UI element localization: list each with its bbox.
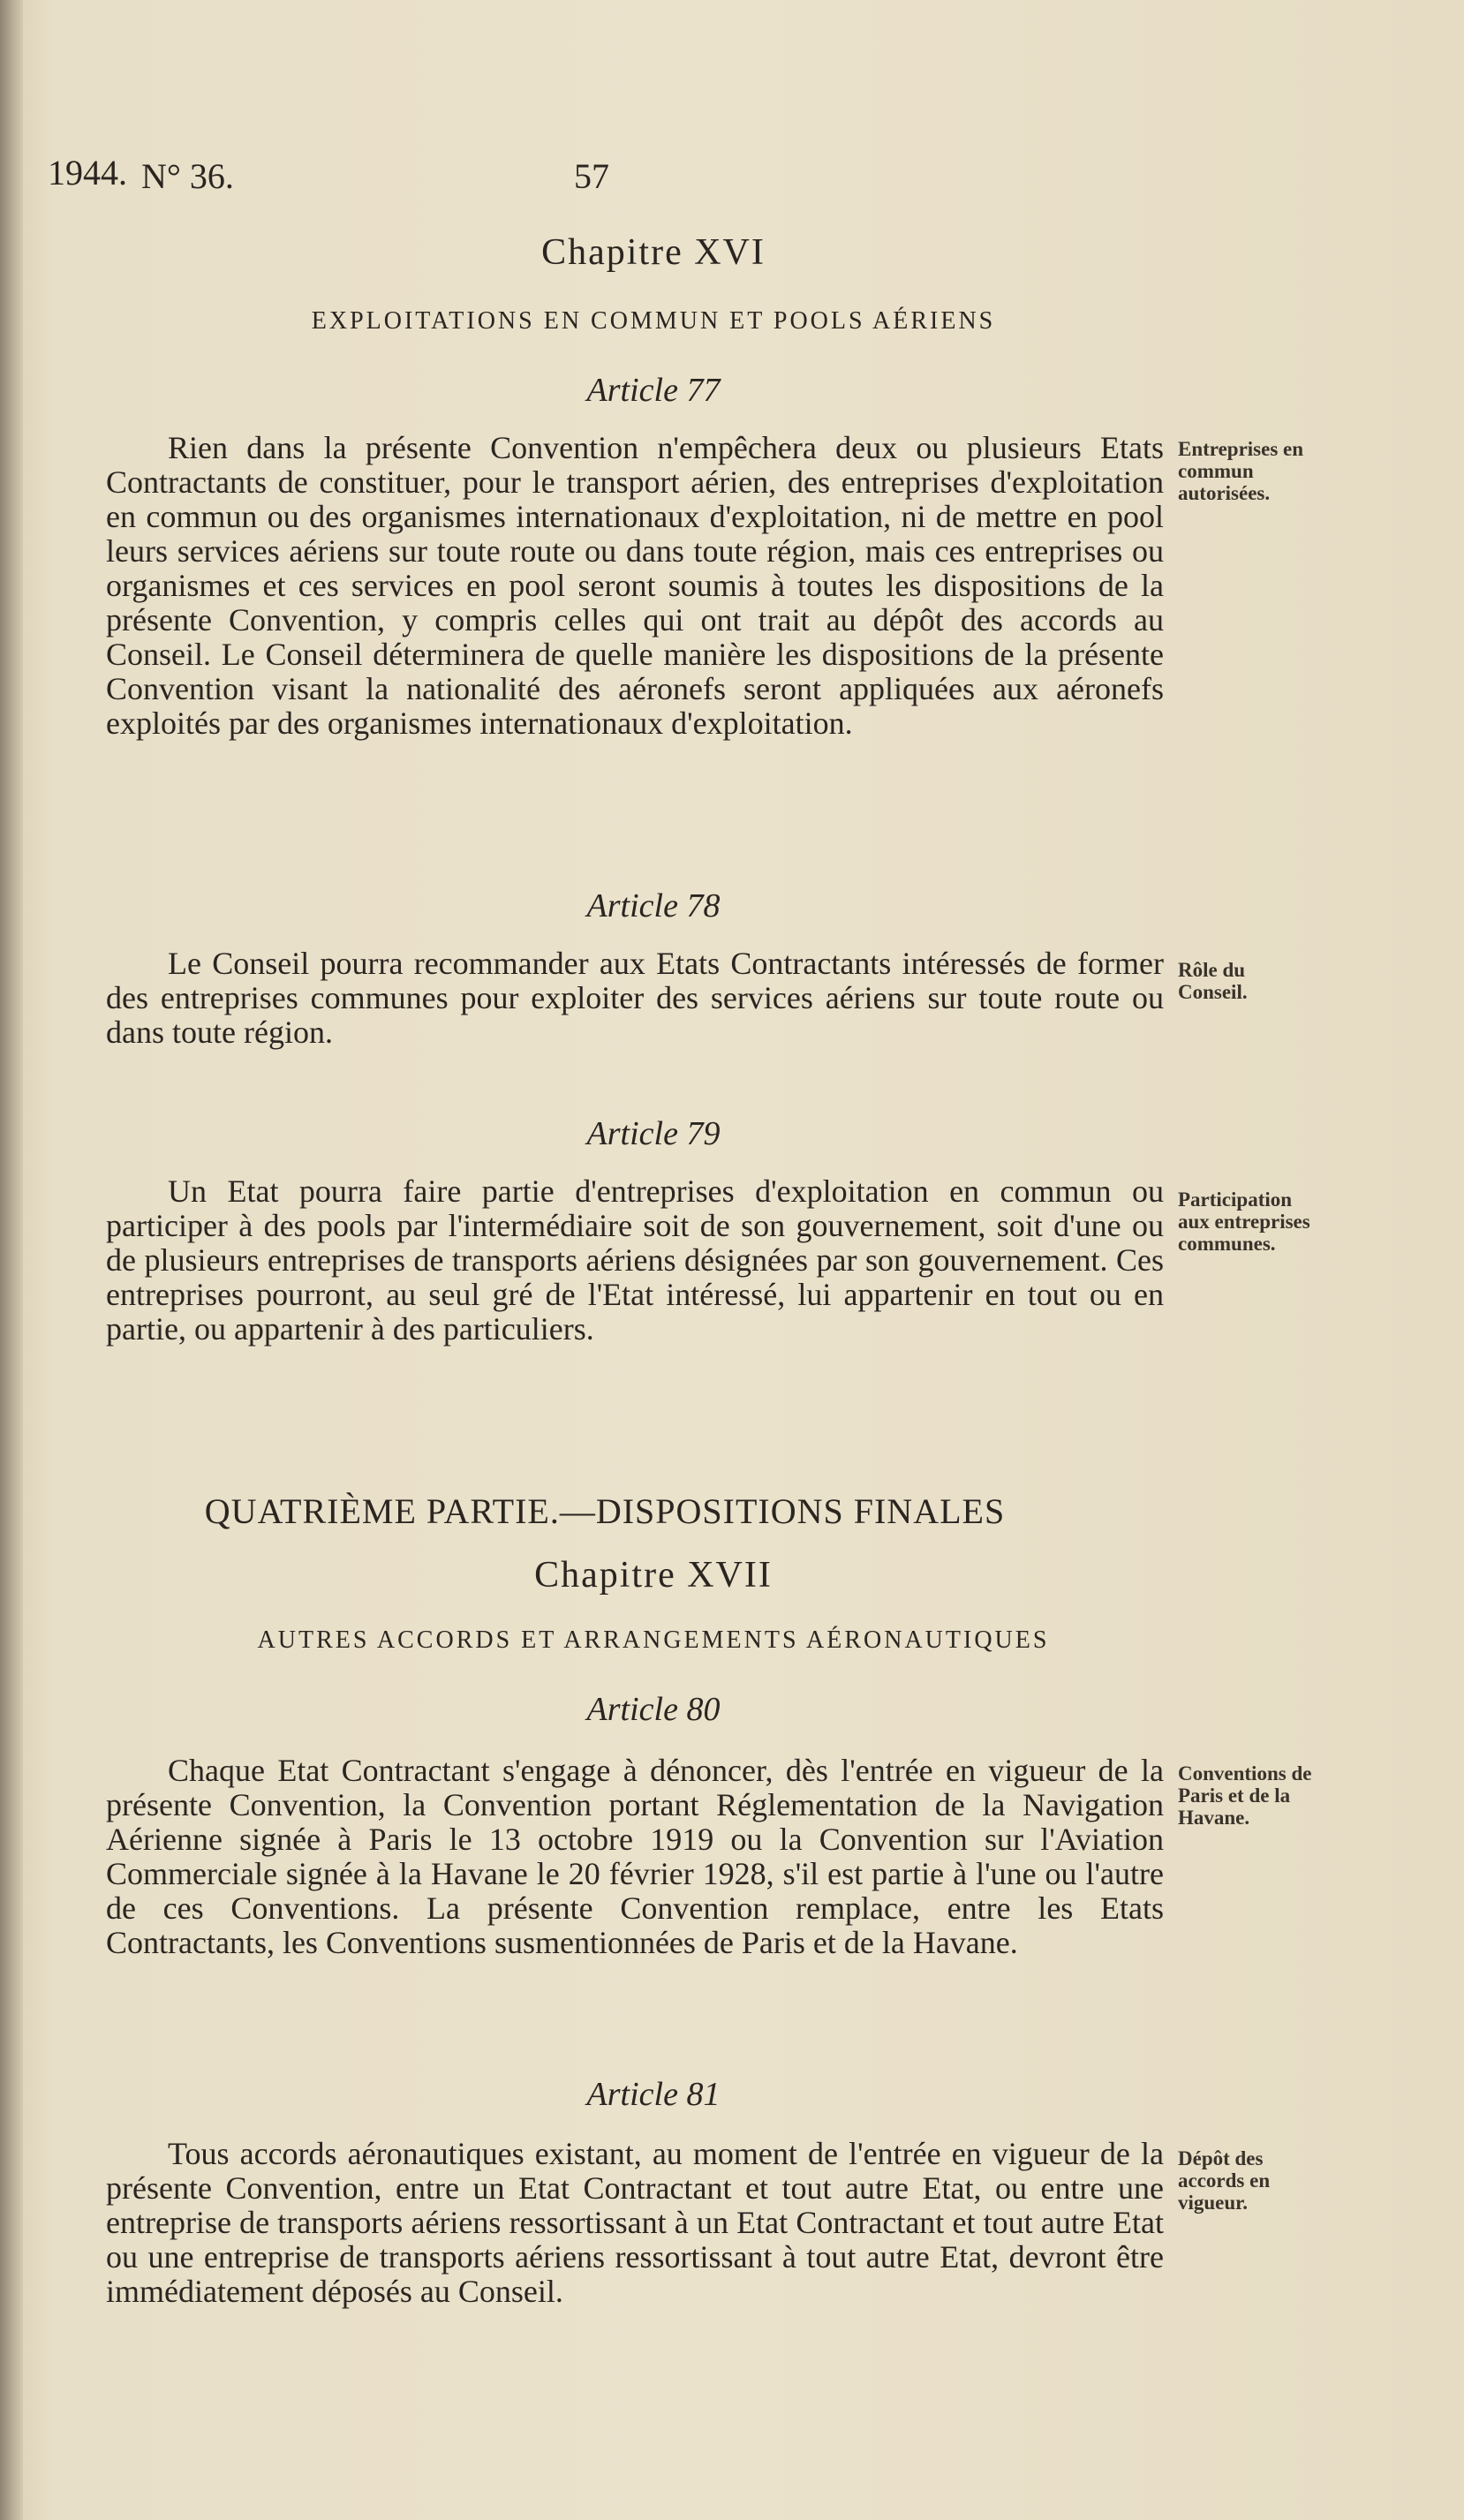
part-4-title: QUATRIÈME PARTIE.—DISPOSITIONS FINALES [204,1491,1006,1531]
article-77-margin-note: Entreprises en commun autorisées. [1178,438,1304,504]
article-81-title: Article 81 [586,2076,721,2113]
chapter-17-subtitle: AUTRES ACCORDS ET ARRANGEMENTS AÉRONAUTIQUES [257,1626,1050,1654]
header-year: 1944. [48,153,127,192]
page-header [0,152,1464,205]
book-binding-edge [0,0,23,2520]
article-79-title: Article 79 [586,1115,721,1152]
header-number: N° 36. [141,156,234,196]
article-81-margin-note: Dépôt des accords en vigueur. [1178,2147,1271,2214]
chapter-16-subtitle: EXPLOITATIONS EN COMMUN ET POOLS AÉRIENS [311,307,996,335]
article-80-margin-note: Conventions de Paris et de la Havane. [1178,1762,1312,1829]
article-79-text: Un Etat pourra faire partie d'entreprises d'exploitation en commun ou participer à des pools par l'intermédiaire soit de son gouvernement, soit d'une ou de plusieurs entreprises de transports aériens désignées par son gouvernement. Ces entreprises pourront, au seul gré de l'Etat intéressé, lui appartenir en tout ou en partie, ou appartenir à des particuliers. [106,1173,1164,1347]
article-77-text: Rien dans la présente Convention n'empêchera deux ou plusieurs Etats Contractants de constituer, pour le transport aérien, des entreprises d'exploitation en commun ou des organismes internationaux d'exploitation, ni de mettre en pool leurs services aériens sur toute route ou dans toute région, mais ces entreprises ou organismes et ces services en pool seront soumis à toutes les dispositions de la présente Convention, y compris celles qui ont trait au dépôt des accords au Conseil. Le Conseil déterminera de quelle manière les dispositions de la présente Convention visant la nationalité des aéronefs seront appliquées aux aéronefs exploités par des organismes internationaux d'exploitation. [106,430,1164,741]
article-78-text: Le Conseil pourra recommander aux Etats Contractants intéressés de former des entreprises communes pour exploiter des services aériens sur toute route ou dans toute région. [106,946,1164,1050]
chapter-17-title: Chapitre XVII [534,1555,773,1596]
article-80-title: Article 80 [586,1691,721,1728]
article-78-margin-note: Rôle du Conseil. [1178,959,1248,1003]
article-81-text: Tous accords aéronautiques existant, au moment de l'entrée en vigueur de la présente Convention, entre un Etat Contractant et tout autre Etat, ou entre une entreprise de transports aériens ressortissant à un Etat Contractant et tout autre Etat ou une entreprise de transports aériens ressortissant à tout autre Etat, devront être immédiatement déposés au Conseil. [106,2136,1164,2309]
page-number: 57 [574,156,609,196]
article-78-title: Article 78 [586,887,721,924]
chapter-16-title: Chapitre XVI [541,232,766,273]
article-79-margin-note: Participation aux entreprises communes. [1178,1188,1310,1255]
article-80-text: Chaque Etat Contractant s'engage à dénoncer, dès l'entrée en vigueur de la présente Convention, la Convention portant Réglementation de la Navigation Aérienne signée à Paris le 13 octobre 1919 ou la Convention sur l'Aviation Commerciale signée à la Havane le 20 février 1928, s'il est partie à l'une ou l'autre de ces Conventions. La présente Convention remplace, entre les Etats Contractants, les Conventions susmentionnées de Paris et de la Havane. [106,1753,1164,1960]
article-77-title: Article 77 [586,372,721,409]
